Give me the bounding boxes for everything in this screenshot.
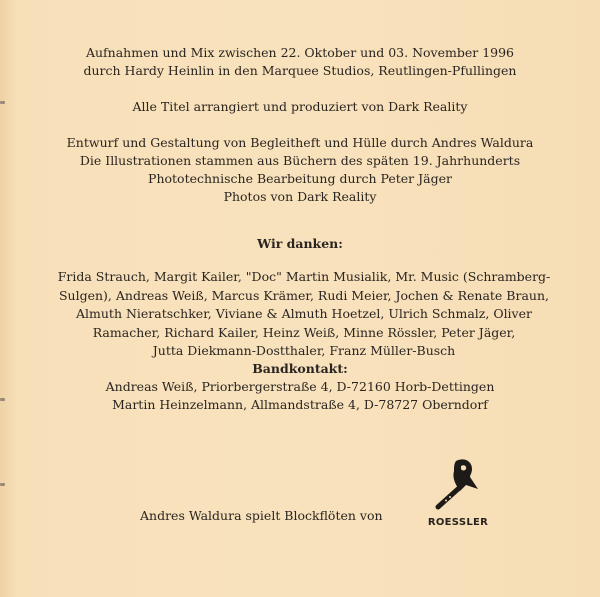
contact-line: Andreas Weiß, Priorbergerstraße 4, D-72160 Horb-Dettingen (105, 379, 495, 394)
thanks-line: Jutta Diekmann-Dostthaler, Franz Müller-Busch (152, 343, 456, 358)
thanks-line: Ramacher, Richard Kailer, Heinz Weiß, Minne Rössler, Peter Jäger, (92, 324, 516, 340)
thanks-line: Frida Strauch, Margit Kailer, "Doc" Martin Musialik, Mr. Music (Schramberg- (57, 269, 551, 284)
recorder-bird-icon (426, 455, 490, 513)
credit-line: Aufnahmen und Mix zwischen 22. Oktober und 03. November 1996 (85, 45, 515, 60)
sponsor-text: Andres Waldura spielt Blockflöten von (140, 508, 383, 523)
credit-line: durch Hardy Heinlin in den Marquee Studios, Reutlingen-Pfullingen (83, 63, 517, 78)
logo-text: ROESSLER (427, 517, 489, 528)
roessler-logo (418, 455, 498, 528)
contact-details (0, 378, 600, 414)
contact-line: Martin Heinzelmann, Allmandstraße 4, D-78727 Oberndorf (112, 397, 488, 412)
staple-mark (0, 483, 5, 486)
design-credits (0, 134, 600, 206)
credit-line: Entwurf und Gestaltung von Begleitheft und Hülle durch Andres Waldura (66, 135, 534, 150)
thanks-line: Sulgen), Andreas Weiß, Marcus Krämer, Rudi Meier, Jochen & Renate Braun, (58, 287, 549, 303)
credit-line: Phototechnische Bearbeitung durch Peter Jäger (148, 171, 452, 186)
contact-heading: Bandkontakt: (252, 361, 348, 376)
thanks-list (38, 268, 570, 361)
credit-line: Photos von Dark Reality (223, 189, 377, 204)
credit-line: Die Illustrationen stammen aus Büchern des späten 19. Jahrhunderts (79, 153, 521, 168)
arrangement-credit (0, 98, 600, 116)
recording-credits (0, 44, 600, 80)
thanks-heading: Wir danken: (257, 236, 343, 251)
thanks-line: Almuth Nieratschker, Viviane & Almuth Hoetzel, Ulrich Schmalz, Oliver (76, 306, 532, 321)
credit-line: Alle Titel arrangiert und produziert von Dark Reality (132, 99, 468, 114)
